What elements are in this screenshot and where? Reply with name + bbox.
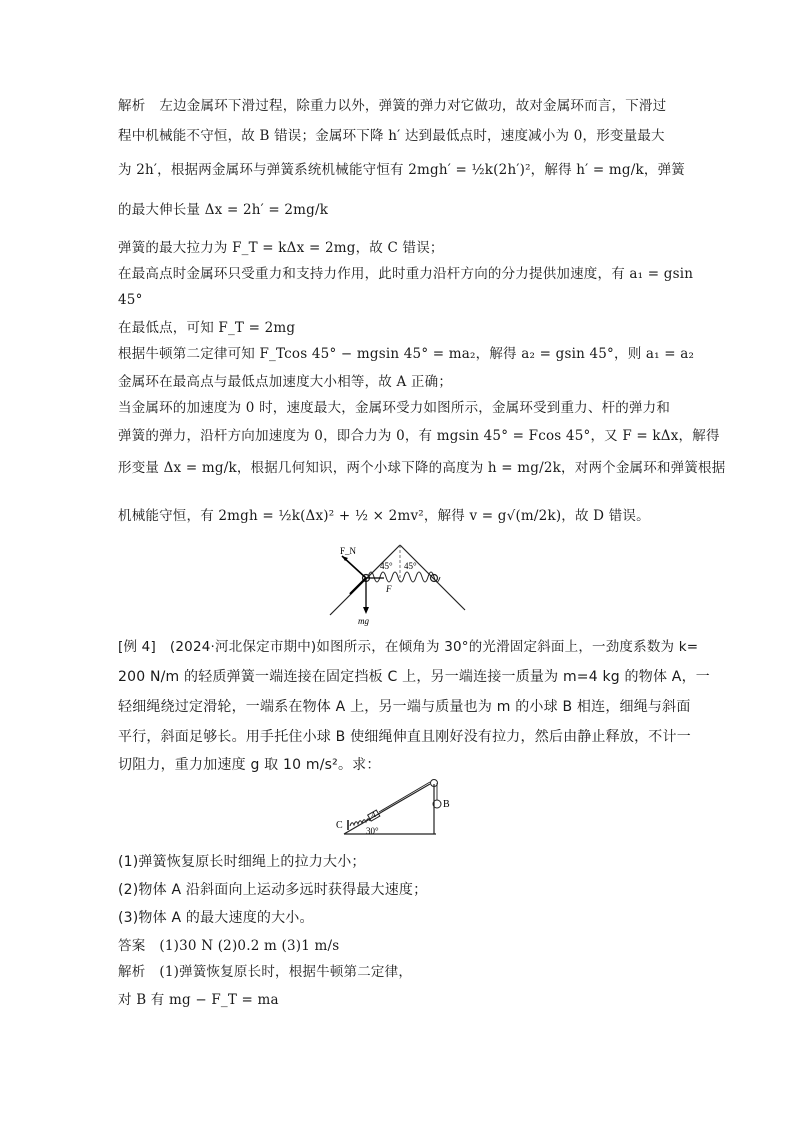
example-line-5: 切阻力，重力加速度 g 取 10 m/s²。求： [118,757,381,773]
label-f: F [386,584,392,594]
analysis-line-5: 弹簧的最大拉力为 F_T = kΔx = 2mg，故 C 错误； [118,240,444,256]
analysis-line-2: 程中机械能不守恒，故 B 错误；金属环下降 h′ 达到最低点时，速度减小为 0，形变量最大 [118,128,665,144]
label-mg: mg [358,616,369,626]
analysis-line-12: 弹簧的弹力，沿杆方向加速度为 0，即合力为 0，有 mgsin 45° = Fcos 45°，又 F = kΔx，解得 [118,428,720,444]
analysis-line-1: 解析 左边金属环下滑过程，除重力以外，弹簧的弹力对它做功，故对金属环而言，下滑过 [118,98,667,114]
analysis2-label: 解析 [118,964,146,980]
example-line-1: [例 4] (2024·河北保定市期中)如图所示，在倾角为 30°的光滑固定斜面上，一劲度系数为 k= [118,639,699,655]
label-angle-right: 45° [404,561,417,571]
answer-label: 答案 [118,938,146,954]
incline-surface [344,784,430,834]
label-b: B [443,799,450,810]
analysis2-line-2: 对 B 有 mg − F_T = ma [118,992,279,1008]
figure-rings-spring [320,542,470,628]
analysis-line-6: 在最高点时金属环只受重力和支持力作用，此时重力沿杆方向的分力提供加速度，有 a₁ = gsin [118,266,694,282]
answer-line [118,936,678,956]
example-line-3: 轻细绳绕过定滑轮，一端系在物体 A 上，另一端与质量也为 m 的小球 B 相连，细绳与斜面 [118,699,691,715]
analysis-line-8: 在最低点，可知 F_T = 2mg [118,320,296,336]
analysis-line-4: 的最大伸长量 Δx = 2h′ = 2mg/k [118,202,329,218]
label-angle-left: 45° [380,561,393,571]
answer-text: (1)30 N (2)0.2 m (3)1 m/s [159,938,340,954]
question-2: (2)物体 A 沿斜面向上运动多远时获得最大速度； [118,882,428,898]
analysis-line-13: 形变量 Δx = mg/k，根据几何知识，两个小球下降的高度为 h = mg/2k，对两个金属环和弹簧根据 [118,460,726,476]
question-1: (1)弹簧恢复原长时细绳上的拉力大小； [118,854,366,870]
analysis-line-10: 金属环在最高点与最低点加速度大小相等，故 A 正确； [118,374,453,390]
analysis-line-3: 为 2h′，根据两金属环与弹簧系统机械能守恒有 2mgh′ = ½k(2h′)²，解得 h′ = mg/k，弹簧 [118,162,685,178]
figure-incline [334,776,470,840]
gravity-arrowhead [363,607,369,614]
analysis-line-7: 45° [118,292,143,308]
analysis-line-9: 根据牛顿第二定律可知 F_Tcos 45° − mgsin 45° = ma₂，解得 a₂ = gsin 45°，则 a₁ = a₂ [118,346,695,362]
label-30: 30° [366,826,379,836]
example-label: [例 4] [118,639,156,655]
label-fn: F_N [340,546,357,556]
example-line-4: 平行，斜面足够长。用手托住小球 B 使细绳伸直且刚好没有拉力，然后由静止释放，不计一 [118,729,691,745]
rod-segment-thick [350,578,366,594]
spring [368,572,440,582]
analysis2-line-1: 解析 (1)弹簧恢复原长时，根据牛顿第二定律， [118,964,413,980]
example-line-2: 200 N/m 的轻质弹簧一端连接在固定挡板 C 上，另一端连接一质量为 m=4 kg 的物体 A，一 [118,669,710,685]
analysis-line-14: 机械能守恒，有 2mgh = ½k(Δx)² + ½ × 2mv²，解得 v = g√(m/2k)，故 D 错误。 [118,508,650,524]
analysis-label: 解析 [118,98,146,114]
label-c: C [336,820,343,831]
label-a: A [371,811,377,819]
question-3: (3)物体 A 的最大速度的大小。 [118,910,314,926]
analysis-line-11: 当金属环的加速度为 0 时，速度最大，金属环受力如图所示，金属环受到重力、杆的弹力和 [118,400,671,416]
rope-incline [379,782,430,812]
